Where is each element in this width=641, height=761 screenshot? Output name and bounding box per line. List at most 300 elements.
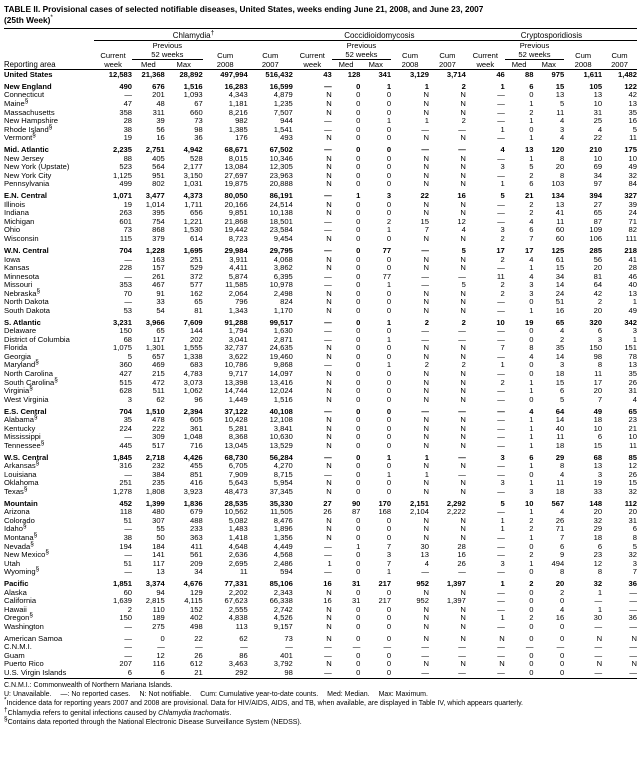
row-cell: 18,501 xyxy=(269,216,293,226)
row-cell: 13,084 xyxy=(224,162,248,172)
row-cell: 125 xyxy=(551,245,565,255)
row-cell: 7 xyxy=(597,394,603,404)
row-cell: 0 xyxy=(356,107,361,117)
row-cell: N xyxy=(460,351,466,361)
row-cell: — xyxy=(497,423,505,433)
row-cell: 31 xyxy=(628,515,637,525)
table-row xyxy=(4,416,637,425)
row-cell: 14 xyxy=(555,280,565,290)
row-cell: — xyxy=(324,280,332,290)
row-cell: 31 xyxy=(593,107,603,117)
row-cell: N xyxy=(460,170,466,180)
table-row xyxy=(4,235,637,244)
row-cell: 46 xyxy=(496,70,505,79)
row-cell: N xyxy=(326,423,332,433)
row-cell: N xyxy=(326,386,332,396)
row-cell: 494 xyxy=(551,558,565,568)
table-row xyxy=(4,344,637,353)
row-cell: 1 xyxy=(327,558,332,568)
table-row xyxy=(4,404,637,416)
table-row xyxy=(4,488,637,497)
row-cell: 1,851 xyxy=(113,579,133,589)
row-cell: 85 xyxy=(628,452,637,462)
row-cell: 8,476 xyxy=(273,515,293,525)
table-row xyxy=(4,226,637,235)
table-row xyxy=(4,631,637,643)
legend-dash: —: No reported cases. xyxy=(60,690,131,698)
group-header-cryptosporidiosis: Cryptosporidiosis xyxy=(466,31,637,41)
row-cell: 194 xyxy=(119,541,133,551)
row-cell: 2 xyxy=(461,317,466,327)
row-cell: 0 xyxy=(559,633,565,643)
colhead-cum2007-cocci: 2007 xyxy=(438,60,456,69)
row-footnote-marker: § xyxy=(35,358,39,366)
row-area-label: Mountain xyxy=(4,498,38,508)
row-cell: 4,879 xyxy=(273,90,293,100)
row-cell: 601 xyxy=(119,216,133,226)
row-cell: 0 xyxy=(386,297,392,307)
row-cell: 10 xyxy=(525,498,534,508)
row-cell: 0 xyxy=(386,153,392,163)
row-cell: — xyxy=(157,642,165,652)
prev-label-chlamydia: Previous xyxy=(152,41,183,50)
row-cell: 10,562 xyxy=(224,507,248,517)
row-cell: 4,449 xyxy=(273,541,293,551)
row-cell: — xyxy=(324,650,332,660)
row-cell: — xyxy=(497,596,505,606)
row-cell: 0 xyxy=(559,650,565,660)
row-cell: — xyxy=(324,191,332,201)
row-cell: 4,115 xyxy=(184,596,203,606)
row-cell: — xyxy=(124,550,133,560)
row-cell: 952 xyxy=(416,596,429,606)
row-cell: 802 xyxy=(152,179,165,189)
row-cell: 88 xyxy=(525,70,534,79)
row-cell: 32,737 xyxy=(224,343,248,353)
row-cell: 1,483 xyxy=(228,524,248,534)
row-cell: 168 xyxy=(378,507,392,517)
row-cell: N xyxy=(423,234,429,244)
row-cell: 3,622 xyxy=(228,351,248,361)
row-area-label: Kentucky xyxy=(4,423,36,433)
row-cell: — xyxy=(421,326,429,336)
row-cell: N xyxy=(326,478,332,488)
row-cell: — xyxy=(240,642,248,652)
row-area-label: Wyoming§ xyxy=(4,565,40,577)
legend-max: Max: Maximum. xyxy=(378,690,428,698)
row-cell: 16 xyxy=(156,133,165,143)
colhead-max-chlamydia: Max xyxy=(176,60,191,69)
table-row xyxy=(4,606,637,615)
row-cell: 0 xyxy=(356,208,361,218)
row-cell: — xyxy=(497,650,505,660)
row-cell: 29 xyxy=(593,524,603,534)
row-cell: 612 xyxy=(190,659,203,669)
row-cell: 4,838 xyxy=(228,613,248,623)
legend-med: Med: Median. xyxy=(327,690,370,698)
row-cell: 1,221 xyxy=(183,216,203,226)
row-cell: N xyxy=(326,351,332,361)
table-row xyxy=(4,126,637,135)
row-cell: N xyxy=(423,153,429,163)
row-cell: 0 xyxy=(386,613,392,623)
row-cell: 0 xyxy=(386,133,392,143)
row-cell: 4 xyxy=(632,394,637,404)
row-cell: 60 xyxy=(123,587,133,597)
row-cell: 1,516 xyxy=(183,81,203,91)
row-cell: 38 xyxy=(123,124,133,134)
row-cell: 8,723 xyxy=(228,234,248,244)
table-row xyxy=(4,623,637,632)
row-cell: 0 xyxy=(356,199,361,209)
row-cell: 1 xyxy=(529,263,534,273)
row-cell: 37,345 xyxy=(269,486,293,496)
row-cell: 2,718 xyxy=(145,452,165,462)
row-cell: 1,014 xyxy=(145,199,165,209)
row-cell: 96 xyxy=(194,394,203,404)
row-cell: 0 xyxy=(386,343,392,353)
row-cell: 31 xyxy=(351,579,361,589)
row-cell: 2 xyxy=(529,613,534,623)
table-row xyxy=(4,256,637,265)
colhead-week-crypto: week xyxy=(476,60,495,69)
row-cell: — xyxy=(497,394,505,404)
row-cell: N xyxy=(460,263,466,273)
row-cell: 31 xyxy=(628,386,637,396)
row-cell: 9,868 xyxy=(273,360,293,370)
row-cell: 150 xyxy=(119,326,133,336)
row-cell: 209 xyxy=(190,558,203,568)
row-cell: 0 xyxy=(356,90,361,100)
row-cell: 1 xyxy=(529,423,534,433)
table-row xyxy=(4,80,637,92)
row-cell: — xyxy=(324,550,332,560)
row-cell: 33 xyxy=(156,297,165,307)
row-cell: 5 xyxy=(461,245,466,255)
row-cell: N xyxy=(423,297,429,307)
colhead-week-cocci: week xyxy=(303,60,322,69)
row-cell: 493 xyxy=(280,133,293,143)
row-footnote-marker: § xyxy=(35,459,40,467)
row-area-label: New York City xyxy=(4,170,52,180)
row-area-label: C.N.M.I. xyxy=(4,642,32,652)
row-cell: 67 xyxy=(194,99,203,109)
row-cell: 10,630 xyxy=(269,432,293,442)
row-cell: 86 xyxy=(239,650,248,660)
row-cell: 85,106 xyxy=(269,579,293,589)
prev-label-cocci: Previous xyxy=(346,41,377,50)
row-cell: 97 xyxy=(593,179,603,189)
row-cell: 0 xyxy=(356,604,361,614)
row-cell: 215 xyxy=(152,369,165,378)
row-area-label: E.N. Central xyxy=(4,191,48,201)
row-area-label: Oklahoma xyxy=(4,478,39,488)
colhead-cum2008-chlamydia: 2008 xyxy=(216,60,234,69)
row-cell: 0 xyxy=(356,216,361,226)
row-cell: 0 xyxy=(386,377,392,387)
row-footnote-marker: § xyxy=(36,287,41,295)
table-row xyxy=(4,264,637,273)
row-cell: 70 xyxy=(123,288,133,298)
row-cell: 14 xyxy=(555,351,565,361)
row-cell: 201 xyxy=(152,90,165,100)
row-cell: 0 xyxy=(356,432,361,442)
row-cell: 2,104 xyxy=(409,507,429,517)
row-cell: 30 xyxy=(593,613,603,623)
row-cell: 0 xyxy=(559,621,565,631)
row-cell: 120 xyxy=(551,145,565,155)
footnote-dagger-post: . xyxy=(229,709,232,717)
row-cell: 0 xyxy=(386,107,392,117)
row-cell: 1 xyxy=(529,507,534,517)
row-cell: 112 xyxy=(624,498,637,508)
row-cell: 105 xyxy=(589,81,603,91)
row-cell: 704 xyxy=(119,245,133,255)
row-cell: 1,541 xyxy=(273,124,293,134)
row-cell: 0 xyxy=(386,415,392,425)
row-area-label: United States xyxy=(4,70,53,79)
row-cell: 1,794 xyxy=(228,326,248,336)
row-cell: — xyxy=(497,297,505,307)
row-cell: 54 xyxy=(156,305,165,315)
row-cell: 0 xyxy=(386,386,392,396)
row-cell: 13 xyxy=(555,90,565,100)
row-cell: N xyxy=(460,305,466,315)
row-cell: 1,356 xyxy=(273,533,293,543)
row-cell: 2 xyxy=(461,360,466,370)
row-cell: 26 xyxy=(628,469,637,479)
row-cell: 0 xyxy=(356,297,361,307)
row-cell: 4 xyxy=(529,254,534,264)
row-cell: — xyxy=(497,107,505,117)
row-cell: 1,235 xyxy=(273,99,293,109)
row-cell: 4,568 xyxy=(273,550,293,560)
row-cell: 251 xyxy=(190,254,203,264)
row-cell: 4 xyxy=(559,507,565,517)
row-cell: 28 xyxy=(123,116,133,126)
table-row xyxy=(4,425,637,434)
colhead-cum2007-chlamydia-top: Cum xyxy=(262,50,279,60)
row-cell: 0 xyxy=(356,558,361,568)
colhead-med-crypto: Med xyxy=(511,60,527,69)
row-cell: 0 xyxy=(529,659,534,669)
row-cell: N xyxy=(326,99,332,109)
row-area-label: Ohio xyxy=(4,225,21,235)
row-cell: 1,516 xyxy=(273,394,293,404)
row-cell: — xyxy=(497,334,505,344)
row-cell: 20 xyxy=(628,507,637,517)
row-cell: 1 xyxy=(386,116,392,126)
row-cell: 1 xyxy=(529,558,534,568)
row-cell: — xyxy=(458,326,466,336)
row-area-label: New Hampshire xyxy=(4,116,59,126)
row-cell: 2 xyxy=(529,579,534,589)
row-cell: 151 xyxy=(624,343,637,353)
row-cell: 71 xyxy=(628,216,637,226)
row-cell: 2 xyxy=(529,524,534,534)
row-cell: — xyxy=(497,263,505,273)
row-cell: 34 xyxy=(555,271,565,281)
row-cell: 1,071 xyxy=(113,191,133,201)
row-cell: N xyxy=(460,99,466,109)
row-cell: — xyxy=(594,650,603,660)
row-area-label: West Virginia xyxy=(4,394,49,404)
row-area-label: Illinois xyxy=(4,199,26,209)
row-cell: 0 xyxy=(529,297,534,307)
row-cell: — xyxy=(324,406,332,416)
row-cell: 0 xyxy=(386,440,392,450)
row-cell: 2 xyxy=(500,280,505,290)
row-cell: 4 xyxy=(529,406,534,416)
row-cell: 342 xyxy=(624,317,637,327)
row-cell: 0 xyxy=(529,541,534,551)
weeks52-cocci: 52 weeks xyxy=(332,50,391,60)
row-area-label: Rhode Island§ xyxy=(4,123,53,134)
row-cell: 13 xyxy=(628,99,637,109)
row-cell: 401 xyxy=(280,650,293,660)
row-cell: 117 xyxy=(152,334,165,344)
table-row xyxy=(4,71,637,80)
row-cell: 22 xyxy=(194,633,203,643)
row-area-label: Maryland§ xyxy=(4,358,39,370)
row-cell: 15 xyxy=(555,81,565,91)
row-cell: 1 xyxy=(529,478,534,488)
table-row xyxy=(4,471,637,480)
row-cell: 628 xyxy=(119,386,133,396)
row-cell: 1 xyxy=(500,179,505,189)
row-cell: 150 xyxy=(119,613,133,623)
row-cell: 1 xyxy=(529,99,534,109)
table-row xyxy=(4,551,637,560)
colhead-cum2008-crypto-top: Cum xyxy=(575,50,592,60)
row-cell: 6,705 xyxy=(228,461,248,471)
row-cell: N xyxy=(423,377,429,387)
row-cell: 65 xyxy=(555,317,565,327)
row-cell: 427 xyxy=(119,369,133,378)
row-cell: 0 xyxy=(356,550,361,560)
row-cell: 0 xyxy=(356,659,361,669)
row-cell: N xyxy=(460,133,466,143)
row-cell: 150 xyxy=(589,343,603,353)
row-cell: N xyxy=(423,107,429,117)
row-cell: 5 xyxy=(632,541,637,551)
row-area-label: South Dakota xyxy=(4,305,51,315)
row-cell: 1,062 xyxy=(183,386,203,396)
row-cell: — xyxy=(324,469,332,479)
row-cell: 4,648 xyxy=(228,541,248,551)
row-cell: 122 xyxy=(624,81,637,91)
row-cell: 144 xyxy=(190,326,203,336)
row-cell: — xyxy=(124,254,133,264)
row-cell: 118 xyxy=(119,507,133,517)
row-cell: 1 xyxy=(356,541,361,551)
row-cell: 0 xyxy=(529,587,534,597)
row-cell: 2 xyxy=(529,550,534,560)
row-cell: 511 xyxy=(152,386,165,396)
row-cell: 0 xyxy=(356,145,361,155)
row-cell: N xyxy=(423,486,429,496)
colhead-cum2008-cocci-top: Cum xyxy=(402,50,419,60)
row-cell: 16 xyxy=(457,191,466,201)
row-cell: 4,526 xyxy=(273,613,293,623)
row-cell: 37,122 xyxy=(224,406,248,416)
row-cell: 8,368 xyxy=(228,432,248,442)
row-cell: 3 xyxy=(500,452,505,462)
row-cell: — xyxy=(497,567,505,577)
colhead-reporting-area: Reporting area xyxy=(4,60,56,69)
row-cell: 0 xyxy=(356,124,361,134)
row-cell: 275 xyxy=(152,621,165,631)
row-cell: — xyxy=(458,271,466,281)
row-cell: 2 xyxy=(529,515,534,525)
row-cell: 218 xyxy=(624,245,637,255)
row-cell: — xyxy=(421,245,429,255)
title-line-1: TABLE II. Provisional cases of selected notifiable diseases, United States, weeks ending June 21, 2008, and June 23, 2007 xyxy=(4,4,484,14)
row-cell: 523 xyxy=(119,162,133,172)
row-cell: 3 xyxy=(500,478,505,488)
row-cell: — xyxy=(421,668,429,677)
row-cell: 18 xyxy=(593,415,603,425)
row-cell: 2,555 xyxy=(228,604,248,614)
row-cell: 0 xyxy=(386,179,392,189)
row-cell: 81 xyxy=(593,271,603,281)
row-cell: — xyxy=(124,633,133,643)
row-cell: 68 xyxy=(123,334,133,344)
row-cell: — xyxy=(497,326,505,336)
footnote-star xyxy=(4,699,637,708)
row-cell: 1 xyxy=(386,81,392,91)
row-cell: 1,449 xyxy=(228,394,248,404)
row-cell: 1 xyxy=(386,469,392,479)
row-cell: N xyxy=(423,386,429,396)
row-cell: N xyxy=(423,604,429,614)
row-cell: 499 xyxy=(119,179,133,189)
table-row xyxy=(4,155,637,164)
row-cell: 98 xyxy=(284,668,293,677)
row-cell: — xyxy=(497,469,505,479)
row-cell: 1,397 xyxy=(446,579,466,589)
row-cell: 1,338 xyxy=(183,351,203,361)
row-cell: 22 xyxy=(420,191,429,201)
row-cell: N xyxy=(423,524,429,534)
row-cell: 0 xyxy=(529,124,534,134)
row-cell: 0 xyxy=(559,596,565,606)
row-cell: 18 xyxy=(555,440,565,450)
footnote-dagger-italic: Chlamydia trachomatis xyxy=(158,709,230,717)
row-cell: 577 xyxy=(190,280,203,290)
prev-label-crypto: Previous xyxy=(519,41,550,50)
row-cell: 3,374 xyxy=(145,579,165,589)
row-cell: 0 xyxy=(386,254,392,264)
row-cell: — xyxy=(421,145,429,155)
row-cell: 48 xyxy=(156,99,165,109)
table-row xyxy=(4,450,637,462)
row-cell: 7 xyxy=(386,558,392,568)
row-cell: 452 xyxy=(119,498,133,508)
row-cell: 3 xyxy=(559,360,565,370)
row-area-label: Alaska xyxy=(4,587,27,597)
row-cell: N xyxy=(460,234,466,244)
row-cell: — xyxy=(497,533,505,543)
row-cell: 32 xyxy=(593,515,603,525)
row-cell: 36 xyxy=(628,579,637,589)
row-cell: 20,888 xyxy=(269,179,293,189)
row-cell: 152 xyxy=(190,604,203,614)
row-cell: 6 xyxy=(529,81,534,91)
row-cell: N xyxy=(326,199,332,209)
footnote-dagger-pre: Chlamydia refers to genital infections caused by xyxy=(7,709,159,717)
footnote-section-text: Contains data reported through the National Electronic Disease Surveillance System (NEDSS). xyxy=(7,719,302,727)
